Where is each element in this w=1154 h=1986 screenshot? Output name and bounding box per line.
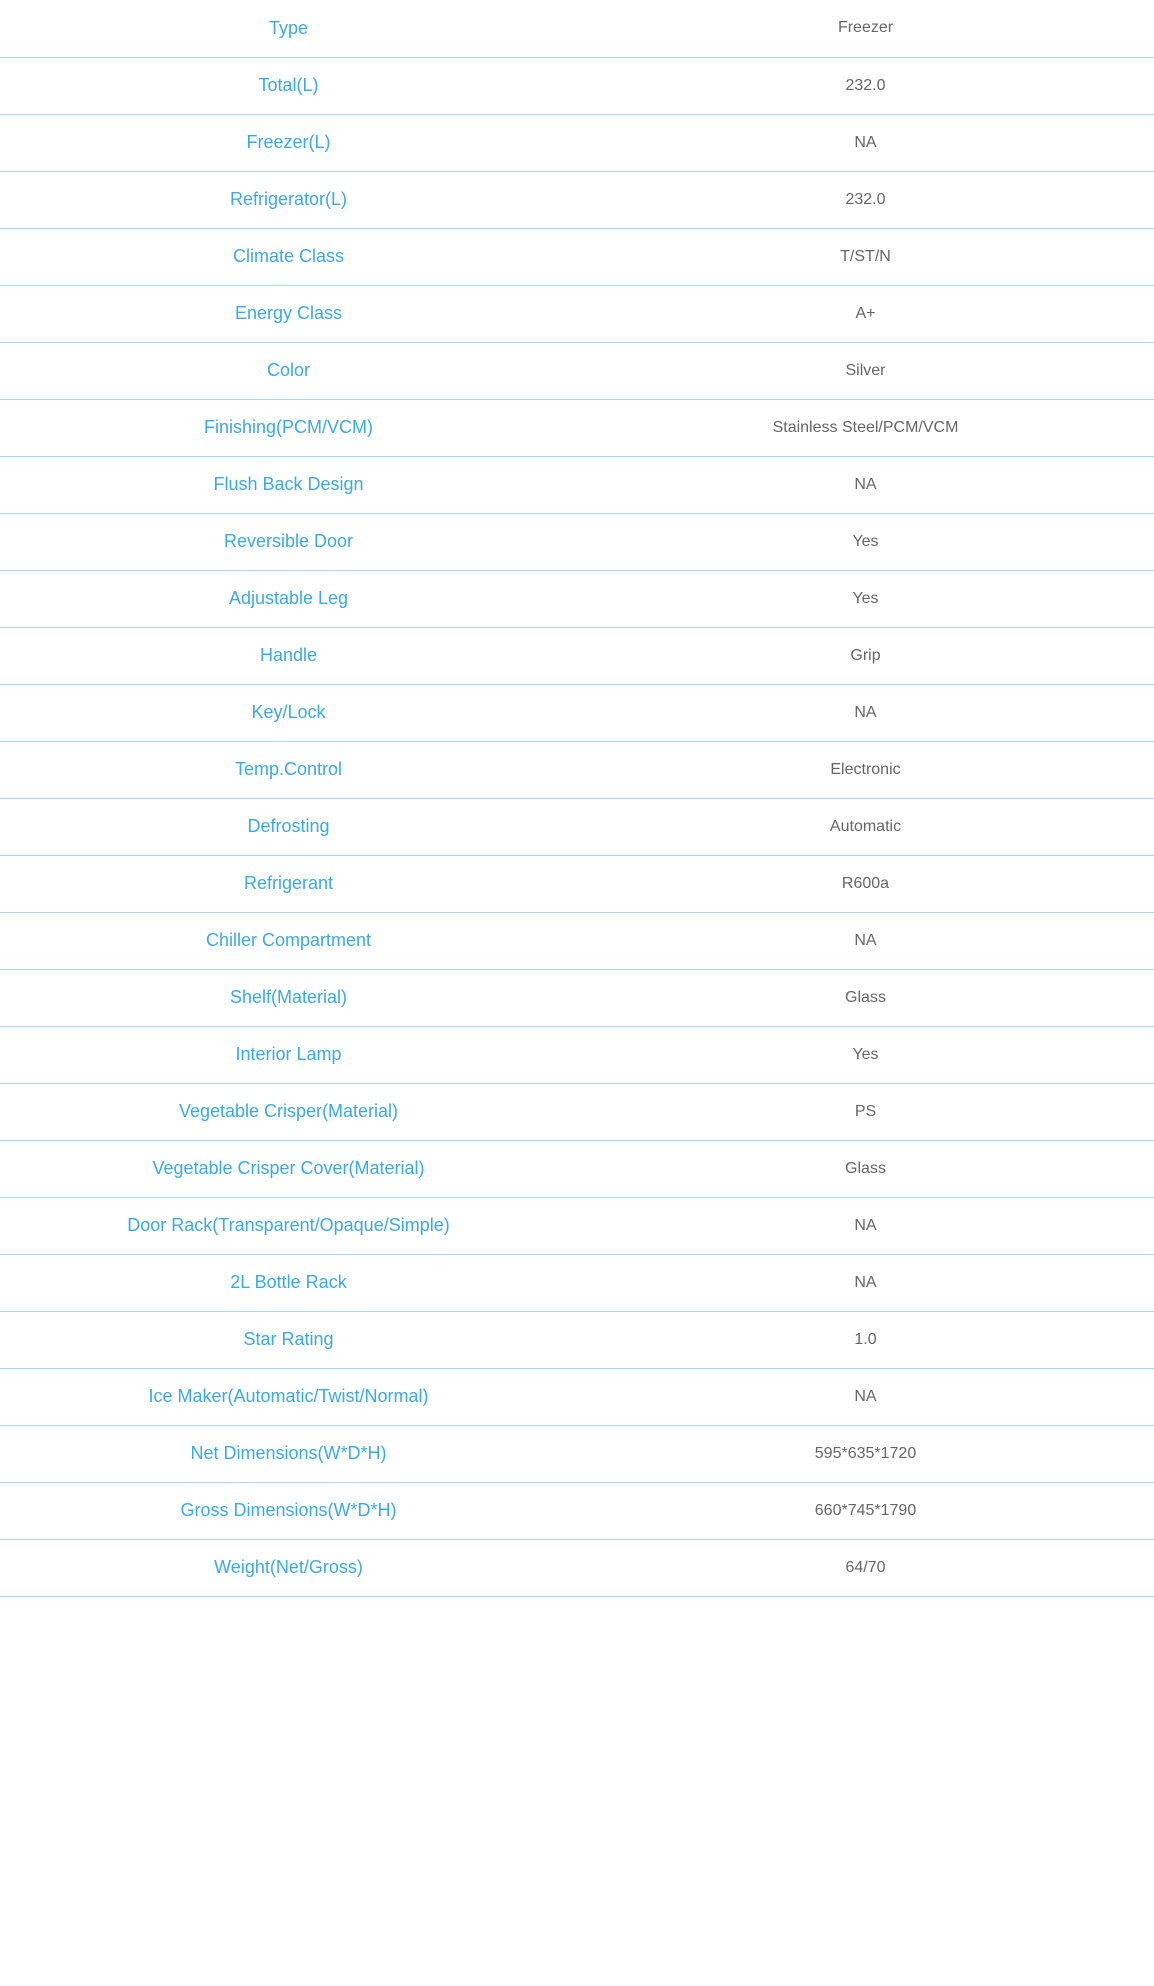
spec-value: T/ST/N	[840, 247, 891, 265]
table-row	[0, 114, 1154, 171]
table-row	[0, 456, 1154, 513]
spec-value: 595*635*1720	[814, 1444, 917, 1462]
spec-label: Vegetable Crisper(Material)	[178, 1101, 399, 1121]
spec-label: Door Rack(Transparent/Opaque/Simple)	[127, 1215, 450, 1235]
spec-label: Climate Class	[232, 246, 345, 266]
spec-label: Interior Lamp	[235, 1044, 342, 1064]
table-row	[0, 1254, 1154, 1311]
table-row	[0, 684, 1154, 741]
spec-value: Yes	[852, 532, 879, 550]
spec-value: Glass	[845, 1159, 886, 1177]
spec-label: Reversible Door	[223, 531, 354, 551]
spec-value: NA	[854, 1273, 877, 1291]
table-row	[0, 1482, 1154, 1539]
spec-value: NA	[854, 931, 877, 949]
table-row	[0, 627, 1154, 684]
spec-value: 232.0	[845, 190, 886, 208]
table-row	[0, 1197, 1154, 1254]
table-row	[0, 0, 1154, 57]
spec-label: Flush Back Design	[213, 474, 364, 494]
spec-value: Yes	[852, 589, 879, 607]
spec-value: A+	[855, 304, 876, 322]
spec-label: Temp.Control	[234, 759, 343, 779]
spec-value: Grip	[850, 646, 881, 664]
spec-label: Type	[268, 17, 309, 38]
spec-label: Freezer(L)	[246, 132, 331, 152]
spec-value: Glass	[845, 988, 886, 1006]
spec-value: 64/70	[845, 1558, 886, 1576]
spec-label: Handle	[259, 645, 318, 665]
table-row	[0, 171, 1154, 228]
table-row	[0, 1539, 1154, 1596]
spec-label: Refrigerator(L)	[229, 189, 348, 209]
spec-label: Total(L)	[258, 75, 319, 95]
spec-label: Finishing(PCM/VCM)	[203, 417, 374, 437]
spec-value: NA	[854, 703, 877, 721]
table-row	[0, 798, 1154, 855]
spec-label: Energy Class	[234, 303, 343, 323]
spec-label: Vegetable Crisper Cover(Material)	[152, 1158, 425, 1178]
table-row	[0, 228, 1154, 285]
table-row	[0, 1026, 1154, 1083]
spec-label: Key/Lock	[251, 702, 326, 722]
spec-label: Star Rating	[243, 1329, 334, 1349]
spec-value: NA	[854, 133, 877, 151]
spec-label: Chiller Compartment	[205, 930, 372, 950]
spec-value: Yes	[852, 1045, 879, 1063]
spec-value: 1.0	[854, 1330, 877, 1348]
spec-value: Freezer	[837, 19, 894, 37]
table-row	[0, 969, 1154, 1026]
spec-label: Adjustable Leg	[228, 588, 349, 608]
spec-label: Shelf(Material)	[229, 987, 348, 1007]
spec-value: R600a	[841, 874, 890, 892]
table-row	[0, 285, 1154, 342]
table-row	[0, 741, 1154, 798]
spec-value: NA	[854, 1387, 877, 1405]
table-row	[0, 570, 1154, 627]
spec-value: PS	[854, 1102, 877, 1120]
spec-value: Automatic	[829, 817, 902, 835]
spec-label: Gross Dimensions(W*D*H)	[180, 1500, 397, 1520]
table-row	[0, 1140, 1154, 1197]
spec-label: Color	[266, 360, 310, 380]
table-row	[0, 513, 1154, 570]
spec-value: NA	[854, 1216, 877, 1234]
spec-label: Weight(Net/Gross)	[214, 1557, 363, 1577]
table-row	[0, 855, 1154, 912]
table-row	[0, 57, 1154, 114]
spec-value: NA	[854, 475, 877, 493]
spec-value: 232.0	[845, 76, 886, 94]
table-row	[0, 1425, 1154, 1482]
spec-label: Refrigerant	[243, 873, 334, 893]
table-row	[0, 912, 1154, 969]
spec-label: 2L Bottle Rack	[230, 1272, 347, 1292]
table-row	[0, 1368, 1154, 1425]
table-row	[0, 1083, 1154, 1140]
spec-value: Stainless Steel/PCM/VCM	[772, 418, 959, 436]
spec-value: Electronic	[830, 760, 901, 778]
spec-label: Ice Maker(Automatic/Twist/Normal)	[148, 1386, 429, 1406]
table-row	[0, 399, 1154, 456]
table-row	[0, 1311, 1154, 1368]
spec-label: Defrosting	[247, 816, 330, 836]
table-row	[0, 342, 1154, 399]
spec-label: Net Dimensions(W*D*H)	[190, 1443, 387, 1463]
spec-value: 660*745*1790	[814, 1501, 917, 1519]
spec-value: Silver	[845, 361, 886, 379]
